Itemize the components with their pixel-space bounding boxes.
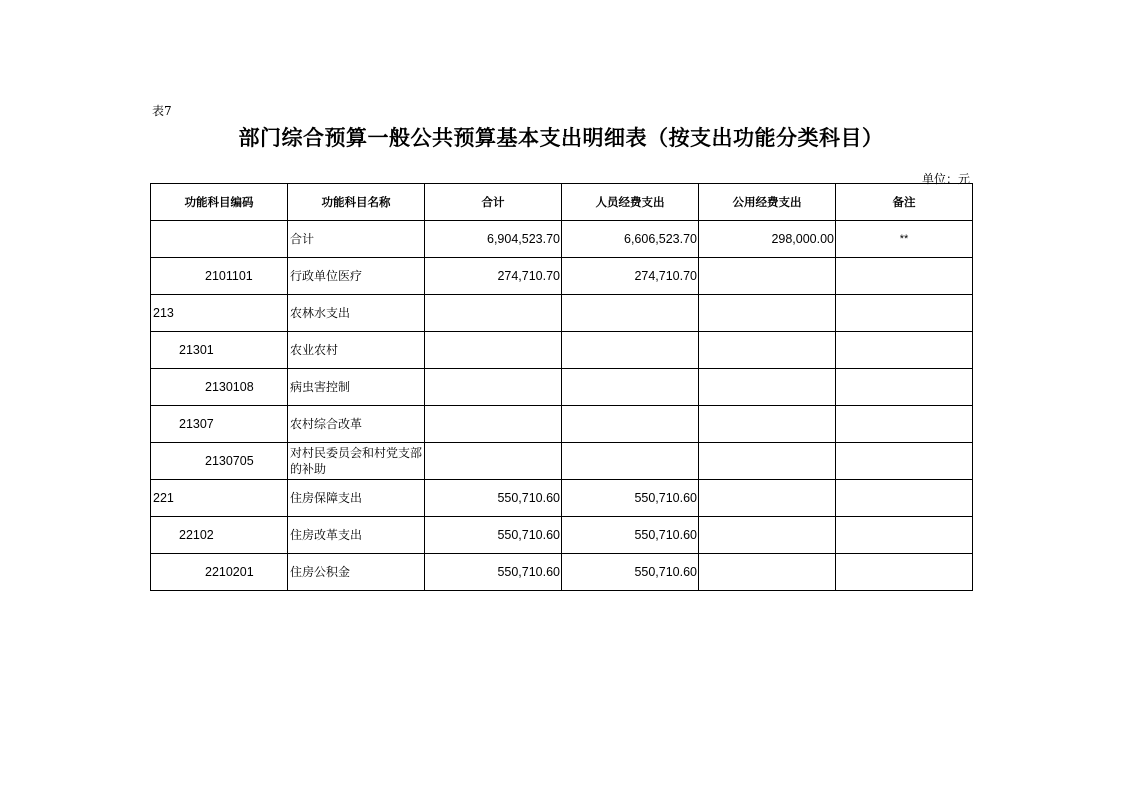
cell-name: 对村民委员会和村党支部的补助	[288, 443, 425, 480]
table-row	[151, 221, 973, 258]
cell-total: 550,710.60	[425, 480, 562, 517]
cell-name: 农业农村	[288, 332, 425, 369]
cell-public	[699, 369, 836, 406]
table-header-row	[151, 184, 973, 221]
cell-name: 农林水支出	[288, 295, 425, 332]
cell-code: 2101101	[151, 258, 288, 295]
cell-note	[836, 480, 973, 517]
header-public: 公用经费支出	[699, 184, 836, 221]
cell-total	[425, 295, 562, 332]
cell-total	[425, 406, 562, 443]
table-row	[151, 406, 973, 443]
cell-note	[836, 406, 973, 443]
cell-code: 2210201	[151, 554, 288, 591]
cell-personnel: 6,606,523.70	[562, 221, 699, 258]
cell-total	[425, 369, 562, 406]
cell-total: 550,710.60	[425, 554, 562, 591]
header-note: 备注	[836, 184, 973, 221]
header-total: 合计	[425, 184, 562, 221]
cell-code: 22102	[151, 517, 288, 554]
cell-note	[836, 332, 973, 369]
cell-code	[151, 221, 288, 258]
cell-public: 298,000.00	[699, 221, 836, 258]
cell-code: 21301	[151, 332, 288, 369]
table-row	[151, 332, 973, 369]
cell-personnel: 550,710.60	[562, 554, 699, 591]
cell-name: 合计	[288, 221, 425, 258]
cell-name: 住房公积金	[288, 554, 425, 591]
cell-personnel: 550,710.60	[562, 517, 699, 554]
cell-name: 行政单位医疗	[288, 258, 425, 295]
cell-public	[699, 332, 836, 369]
cell-public	[699, 480, 836, 517]
cell-name: 农村综合改革	[288, 406, 425, 443]
table-row	[151, 517, 973, 554]
cell-note: **	[836, 221, 973, 258]
cell-note	[836, 554, 973, 591]
cell-note	[836, 295, 973, 332]
cell-public	[699, 517, 836, 554]
cell-public	[699, 406, 836, 443]
cell-note	[836, 443, 973, 480]
cell-code: 213	[151, 295, 288, 332]
cell-total: 274,710.70	[425, 258, 562, 295]
cell-personnel	[562, 369, 699, 406]
header-personnel: 人员经费支出	[562, 184, 699, 221]
cell-public	[699, 443, 836, 480]
cell-name: 病虫害控制	[288, 369, 425, 406]
cell-code: 221	[151, 480, 288, 517]
cell-total	[425, 332, 562, 369]
table-row	[151, 443, 973, 480]
cell-total: 550,710.60	[425, 517, 562, 554]
unit-label: 单位：元	[921, 172, 970, 186]
budget-table	[150, 183, 973, 591]
table-number: 表7	[152, 104, 172, 118]
cell-personnel	[562, 406, 699, 443]
page-title: 部门综合预算一般公共预算基本支出明细表（按支出功能分类科目）	[238, 126, 884, 150]
cell-note	[836, 517, 973, 554]
table-row	[151, 554, 973, 591]
cell-personnel	[562, 332, 699, 369]
header-code: 功能科目编码	[151, 184, 288, 221]
cell-note	[836, 369, 973, 406]
cell-public	[699, 295, 836, 332]
cell-code: 2130108	[151, 369, 288, 406]
table-row	[151, 295, 973, 332]
cell-code: 2130705	[151, 443, 288, 480]
cell-personnel: 550,710.60	[562, 480, 699, 517]
cell-total	[425, 443, 562, 480]
cell-public	[699, 554, 836, 591]
header-name: 功能科目名称	[288, 184, 425, 221]
table-row	[151, 258, 973, 295]
cell-personnel	[562, 295, 699, 332]
cell-public	[699, 258, 836, 295]
cell-name: 住房改革支出	[288, 517, 425, 554]
cell-code: 21307	[151, 406, 288, 443]
table-row	[151, 369, 973, 406]
cell-personnel: 274,710.70	[562, 258, 699, 295]
cell-total: 6,904,523.70	[425, 221, 562, 258]
cell-personnel	[562, 443, 699, 480]
table-row	[151, 480, 973, 517]
cell-note	[836, 258, 973, 295]
cell-name: 住房保障支出	[288, 480, 425, 517]
